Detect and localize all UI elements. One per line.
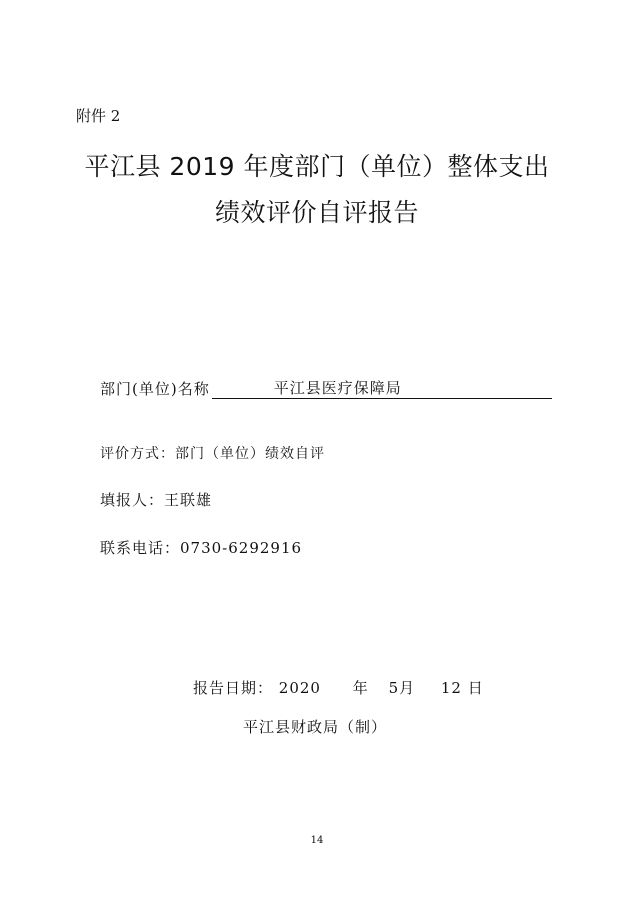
report-date-label: 报告日期： xyxy=(193,679,274,697)
report-title-line-1: 平江县 2019 年度部门（单位）整体支出 xyxy=(84,152,550,181)
report-title-line-2: 绩效评价自评报告 xyxy=(214,198,419,227)
maker-label: 平江县财政局（制） xyxy=(243,718,388,736)
evaluation-method: 评价方式：部门（单位）绩效自评 xyxy=(100,446,325,462)
filler-name: 填报人：王联雄 xyxy=(100,491,213,509)
department-value: 平江县医疗保障局 xyxy=(212,379,552,399)
report-date-year-unit: 年 xyxy=(352,679,369,697)
report-date-month: 5月 xyxy=(388,679,416,697)
report-date xyxy=(193,677,484,698)
report-date-year: 2020 xyxy=(278,679,321,697)
attachment-label: 附件 2 xyxy=(76,107,121,125)
department-row xyxy=(100,378,552,399)
department-label: 部门(单位)名称 xyxy=(100,380,210,398)
contact-phone: 联系电话：0730-6292916 xyxy=(100,539,303,557)
page-number: 14 xyxy=(310,835,324,846)
report-date-day: 12 日 xyxy=(440,679,484,697)
